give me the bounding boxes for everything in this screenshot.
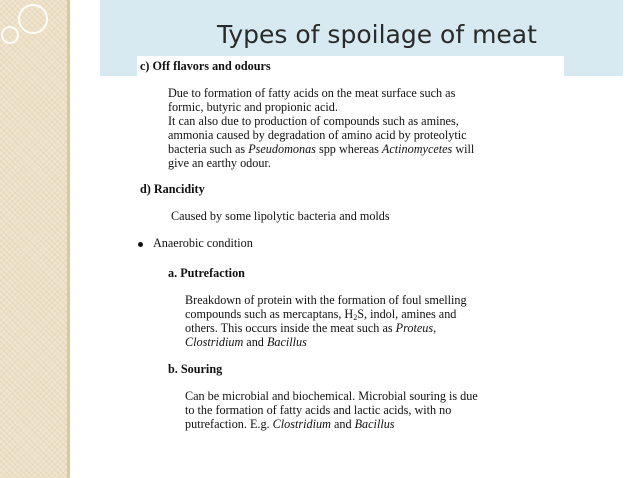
text-run: compounds such as mercaptans, H: [185, 307, 354, 321]
putrefaction-heading: a. Putrefaction: [168, 266, 245, 280]
section-d-text: Caused by some lipolytic bacteria and molds: [171, 209, 390, 223]
slide-title: Types of spoilage of meat: [217, 20, 537, 49]
souring-heading: b. Souring: [168, 362, 223, 376]
text-run: S, indol, amines and: [357, 307, 457, 321]
putrefaction-line-3: [185, 321, 436, 336]
decorative-circle-large: [18, 4, 48, 34]
subscript: 2: [353, 313, 358, 322]
text-run: putrefaction. E.g.: [185, 417, 273, 431]
putrefaction-line-4: [185, 335, 307, 350]
organism-name: Clostridium: [272, 417, 331, 431]
souring-line-1: Can be microbial and biochemical. Microbial souring is due: [185, 389, 478, 403]
putrefaction-line-1: Breakdown of protein with the formation of foul smelling: [185, 293, 467, 307]
section-c-line-4: ammonia caused by degradation of amino acid by proteolytic: [168, 128, 467, 142]
text-run: others. This occurs inside the meat such as: [185, 321, 396, 335]
text-run: and: [243, 335, 267, 349]
section-c-line-3: It can also due to production of compounds such as amines,: [168, 114, 459, 128]
organism-name: Clostridium: [185, 335, 244, 349]
text-run: ,: [433, 321, 437, 335]
section-c-line-5: [168, 142, 474, 157]
text-run: spp whereas: [315, 142, 382, 156]
organism-name: Actinomycetes: [381, 142, 453, 156]
text-run: will: [452, 142, 475, 156]
organism-name: Bacillus: [266, 335, 307, 349]
text-run: and: [330, 417, 355, 431]
souring-line-2: to the formation of fatty acids and lactic acids, with no: [185, 403, 452, 417]
souring-line-3: [185, 417, 395, 432]
decorative-circle-small: [1, 26, 19, 44]
putrefaction-line-2: [185, 307, 456, 322]
organism-name: Proteus: [395, 321, 434, 335]
section-d-heading: d) Rancidity: [140, 182, 205, 196]
bullet-dot-icon: [138, 242, 143, 247]
organism-name: Pseudomonas: [248, 142, 316, 156]
organism-name: Bacillus: [354, 417, 395, 431]
decorative-side-band: [0, 0, 70, 478]
text-run: bacteria such as: [168, 142, 249, 156]
bullet-text: Anaerobic condition: [153, 236, 253, 250]
section-c-line-2: formic, butyric and propionic acid.: [168, 100, 338, 114]
section-c-line-1: Due to formation of fatty acids on the meat surface such as: [168, 86, 456, 100]
section-c-heading: c) Off flavors and odours: [140, 59, 271, 73]
slide-content: [137, 56, 564, 448]
section-c-line-6: give an earthy odour.: [168, 156, 271, 170]
